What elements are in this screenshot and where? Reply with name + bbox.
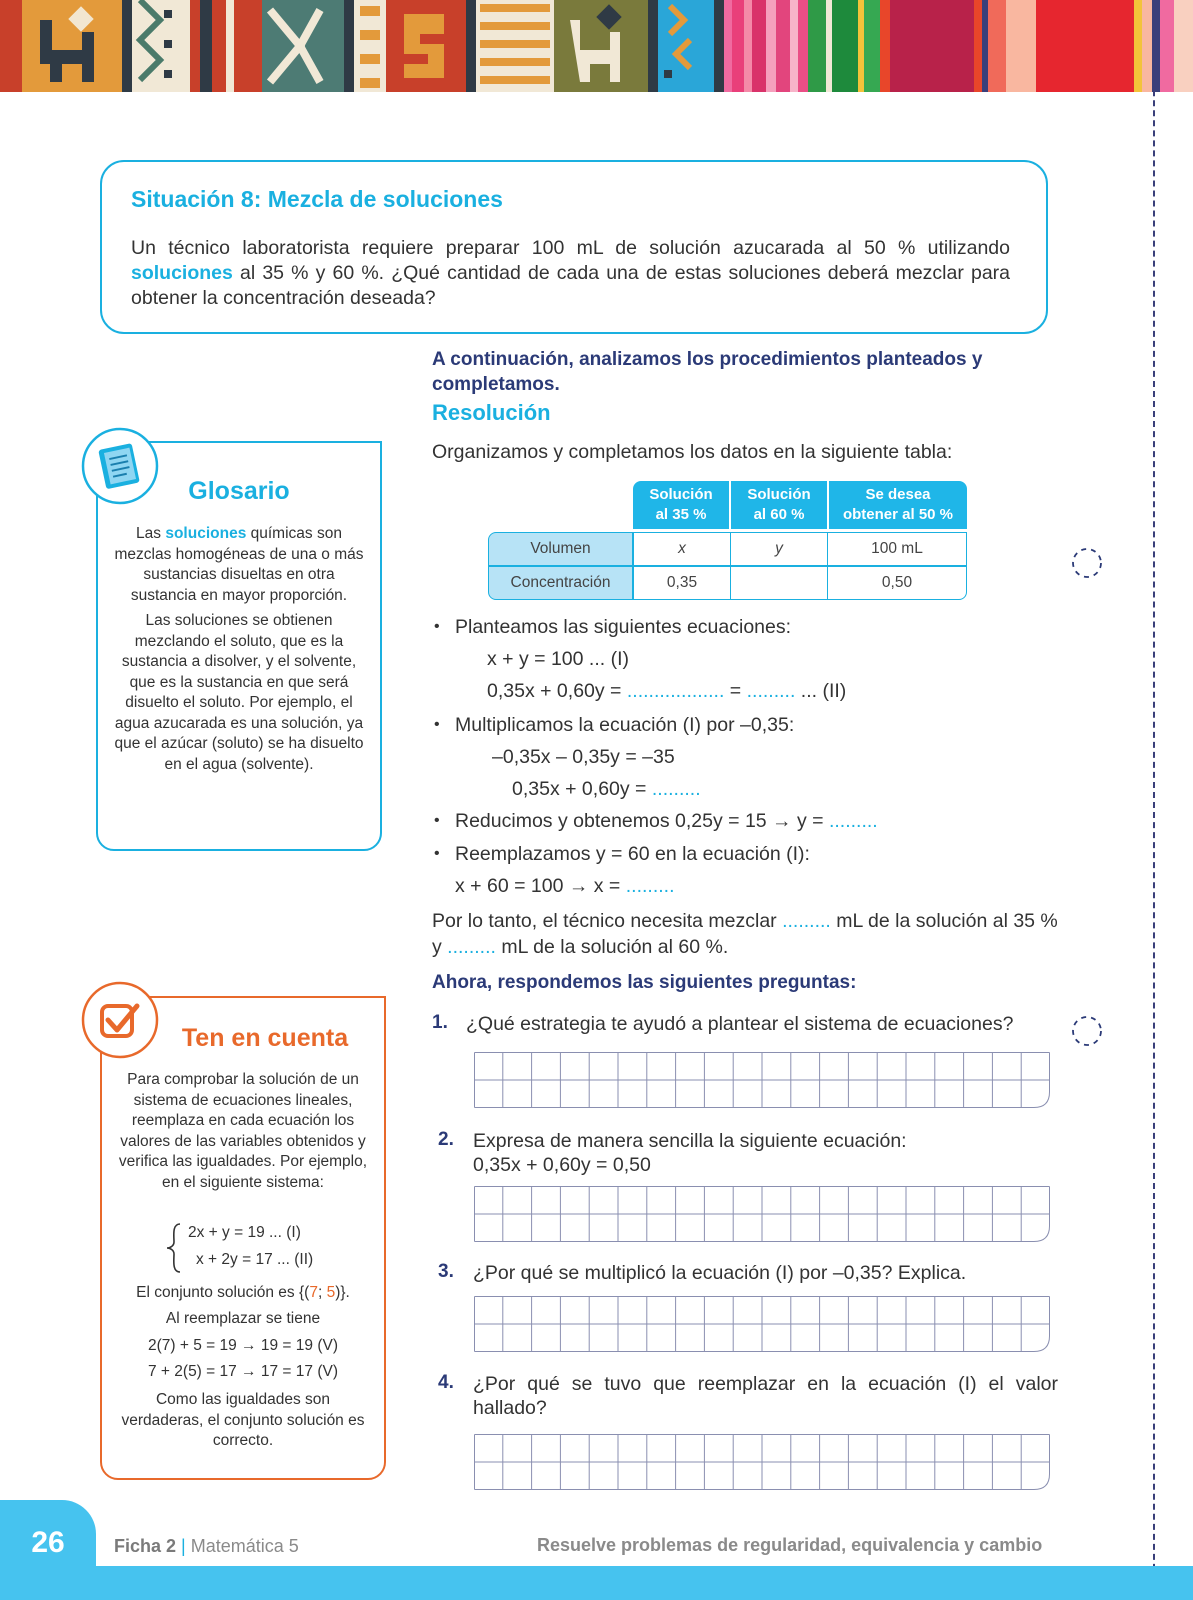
table-cell[interactable]: x bbox=[633, 532, 731, 566]
bullet-icon: • bbox=[434, 812, 440, 829]
question-1-number: 1. bbox=[432, 1012, 448, 1033]
table-header-50: Se desea obtener al 50 % bbox=[829, 481, 967, 529]
table-cell[interactable]: y bbox=[730, 532, 828, 566]
table-cell[interactable]: 100 mL bbox=[827, 532, 967, 566]
footer-competence: Resuelve problemas de regularidad, equivalencia y cambio bbox=[537, 1535, 1043, 1555]
brace-icon bbox=[164, 1222, 184, 1274]
cut-line-dashed bbox=[1153, 0, 1155, 1600]
dashed-circle-icon bbox=[1070, 546, 1104, 580]
question-4-number: 4. bbox=[438, 1372, 454, 1393]
replacement-intro: Al reemplazar se tiene bbox=[165, 1310, 321, 1327]
answer-grid-4[interactable] bbox=[474, 1434, 1050, 1490]
bullet-icon: • bbox=[434, 716, 440, 733]
tip-text: Para comprobar la solución de un sistema de ecuaciones lineales, reemplaza en cada ecuación los valores de las variables obtenidos y verifica las igualdades. Por ejemplo, en el siguiente sistema: bbox=[118, 1071, 368, 1191]
organize-instruction: Organizamos y completamos los datos en la siguiente tabla: bbox=[432, 441, 953, 463]
resolution-heading: Resolución bbox=[432, 400, 551, 425]
step-2: Multiplicamos la ecuación (I) por –0,35: bbox=[455, 714, 795, 736]
tip-conclusion: Como las igualdades son verdaderas, el conjunto solución es correcto. bbox=[121, 1391, 365, 1449]
question-2-text: Expresa de manera sencilla la siguiente ecuación: 0,35x + 0,60y = 0,50 bbox=[473, 1130, 907, 1176]
bullet-icon: • bbox=[434, 618, 440, 635]
answer-grid-3[interactable] bbox=[474, 1296, 1050, 1352]
blank-fill[interactable]: ......... bbox=[782, 910, 831, 932]
footer-band bbox=[0, 1566, 1193, 1600]
equation-2: 0,35x + 0,60y = .................. = ......... ... (II) bbox=[487, 680, 847, 702]
solution-set: El conjunto solución es {(7; 5)}. bbox=[136, 1284, 350, 1301]
answer-grid-2[interactable] bbox=[474, 1186, 1050, 1242]
table-cell[interactable]: 0,50 bbox=[827, 566, 967, 600]
question-1-text: ¿Qué estrategia te ayudó a plantear el sistema de ecuaciones? bbox=[466, 1013, 1014, 1035]
glossary-title: Glosario bbox=[188, 477, 290, 505]
questions-heading: Ahora, respondemos las siguientes preguntas: bbox=[432, 972, 857, 993]
check-equation-1: 2(7) + 5 = 19 → 19 = 19 (V) bbox=[148, 1337, 338, 1354]
table-cell-blank[interactable] bbox=[730, 566, 828, 600]
equation-3: –0,35x – 0,35y = –35 bbox=[492, 746, 675, 768]
footer-ficha: Ficha 2 | Matemática 5 bbox=[114, 1536, 299, 1556]
blank-fill[interactable]: ......... bbox=[625, 875, 675, 897]
table-header-60: Solución al 60 % bbox=[731, 481, 827, 529]
dashed-circle-icon bbox=[1070, 1014, 1104, 1048]
situation-title: Situación 8: Mezcla de soluciones bbox=[131, 186, 503, 212]
situation-text: Un técnico laboratorista requiere preparar 100 mL de solución azucarada al 50 % utilizando soluciones al 35 % y 60 %. ¿Qué cantidad de cada una de estas soluciones deberá mezclar para obtener la concentración deseada? bbox=[131, 237, 1010, 309]
table-row-label-concentracion: Concentración bbox=[488, 566, 633, 600]
table-header-35: Solución al 35 % bbox=[633, 481, 729, 529]
conclusion-text: Por lo tanto, el técnico necesita mezclar ......... mL de la solución al 35 % y ......... mL de la solución al 60 %. bbox=[432, 910, 1058, 958]
equation-1: x + y = 100 ... (I) bbox=[487, 648, 629, 670]
table-cell[interactable]: 0,35 bbox=[633, 566, 731, 600]
check-equation-2: 7 + 2(5) = 17 → 17 = 17 (V) bbox=[148, 1363, 338, 1380]
decorative-textile-banner bbox=[0, 0, 1193, 92]
blank-fill[interactable]: ......... bbox=[828, 810, 878, 832]
bullet-icon: • bbox=[434, 845, 440, 862]
textile-pattern-graphic bbox=[0, 0, 1193, 92]
page-number: 26 bbox=[31, 1526, 65, 1559]
glossary-text: Las soluciones químicas son mezclas homogéneas de una o más sustancias disueltas en otra sustancia en mayor proporción. Las soluciones se obtienen mezclando el soluto, que es la sustancia a disolver, y el solvente, que es la sustancia en que será disuelto el soluto. Por ejemplo, el agua azucarada es una solución, ya que el azúcar (soluto) se ha disuelto en el agua (solvente). bbox=[114, 525, 364, 773]
checkbox-icon bbox=[80, 980, 160, 1060]
blank-fill[interactable]: .................. bbox=[626, 680, 725, 702]
question-2-number: 2. bbox=[438, 1129, 454, 1150]
question-4-text: ¿Por qué se tuvo que reemplazar en la ecuación (I) el valor hallado? bbox=[473, 1373, 1058, 1419]
answer-grid-1[interactable] bbox=[474, 1052, 1050, 1108]
system-equation-1: 2x + y = 19 ... (I) bbox=[188, 1224, 301, 1241]
table-row-label-volumen: Volumen bbox=[488, 532, 633, 566]
tip-title: Ten en cuenta bbox=[181, 1024, 349, 1052]
question-3-number: 3. bbox=[438, 1261, 454, 1282]
blank-fill[interactable]: ......... bbox=[447, 936, 496, 958]
question-3-text: ¿Por qué se multiplicó la ecuación (I) por –0,35? Explica. bbox=[473, 1262, 967, 1284]
blank-fill[interactable]: ......... bbox=[746, 680, 796, 702]
glossary-term-link: soluciones bbox=[131, 262, 233, 284]
intro-instructions: A continuación, analizamos los procedimientos planteados y completamos. bbox=[432, 349, 983, 395]
equation-4: 0,35x + 0,60y = ......... bbox=[512, 778, 701, 800]
blank-fill[interactable]: ......... bbox=[651, 778, 701, 800]
step-4: Reemplazamos y = 60 en la ecuación (I): bbox=[455, 843, 810, 865]
equation-5: x + 60 = 100 → x = ......... bbox=[455, 875, 675, 897]
system-equation-2: x + 2y = 17 ... (II) bbox=[196, 1251, 314, 1268]
step-1: Planteamos las siguientes ecuaciones: bbox=[455, 616, 792, 638]
step-3: Reducimos y obtenemos 0,25y = 15 → y = ......... bbox=[455, 810, 878, 832]
